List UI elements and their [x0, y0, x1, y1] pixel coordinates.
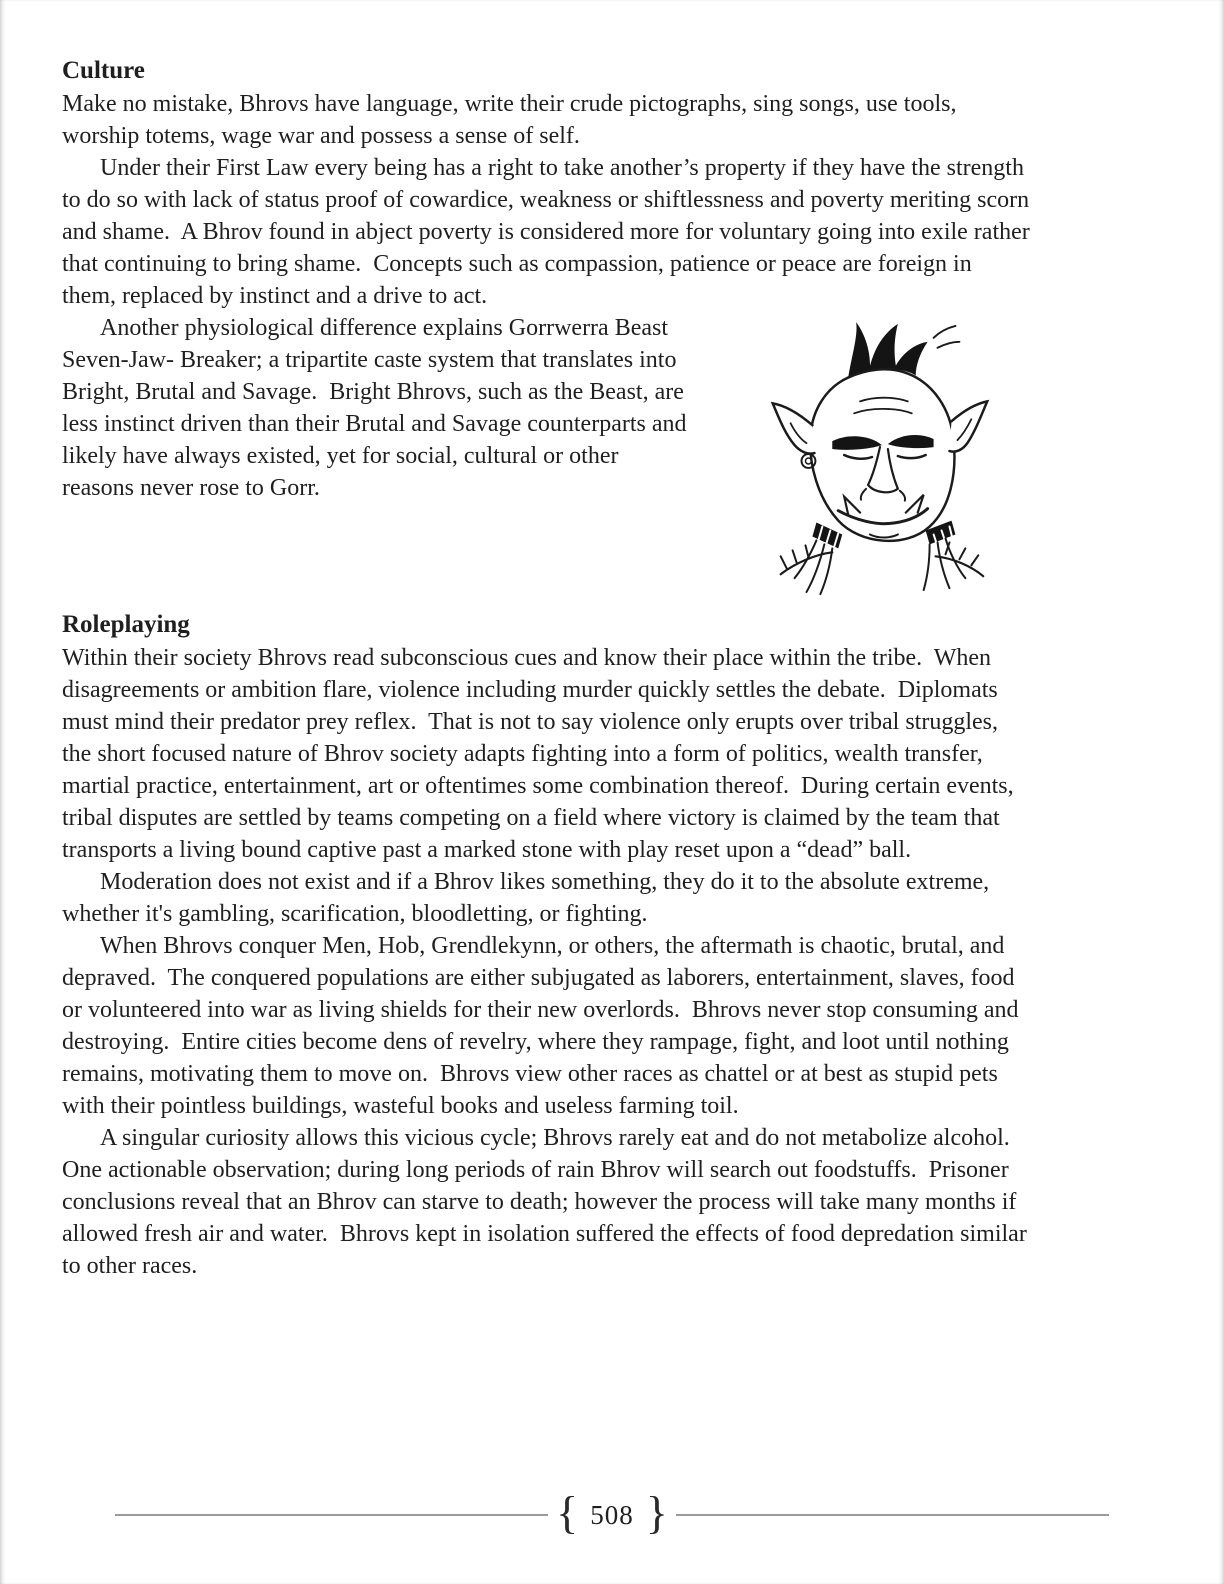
roleplaying-heading: Roleplaying: [62, 611, 190, 638]
section-roleplaying: [62, 504, 1033, 1282]
paragraph: Within their society Bhrovs read subconscious cues and know their place within the tribe. When disagreements or ambition flare, violence including murder quickly settles the debate. Diplomats must mind their predator prey reflex. That is not to say violence only erupts over tribal struggles, the short focused nature of Bhrov society adapts fighting into a form of politics, wealth transfer, martial practice, entertainment, art or oftentimes some combination thereof. During certain events, tribal disputes are settled by teams competing on a field where victory is claimed by the team that transports a living bound captive past a marked stone with play reset upon a “dead” ball.: [62, 645, 1020, 863]
page-number: 508: [590, 1499, 634, 1530]
paragraph: Moderation does not exist and if a Bhrov likes something, they do it to the absolute extreme, whether it's gambling, scarification, bloodletting, or fighting.: [62, 869, 996, 927]
bhrov-head-sketch-icon: [720, 314, 1030, 602]
paragraph: Make no mistake, Bhrovs have language, write their crude pictographs, sing songs, use tools, worship totems, wage war and possess a sense of self.: [62, 91, 963, 149]
paragraph: Another physiological difference explains Gorrwerra Beast Seven-Jaw- Breaker; a tripartite caste system that translates into Bright, Brutal and Savage. Bright Bhrovs, such as the Beast, are less instinct driven than their Brutal and Savage counterparts and likely have always existed, yet for social, cultural or other reasons never rose to Gorr.: [62, 315, 693, 501]
section-culture: [62, 54, 1036, 504]
culture-heading: Culture: [62, 57, 145, 84]
bhrov-head-illustration: [720, 314, 1030, 602]
page-footer: [0, 1487, 1224, 1538]
paragraph: Under their First Law every being has a right to take another’s property if they have the strength to do so with lack of status proof of cowardice, weakness or shiftlessness and poverty meriting scorn and shame. A Bhrov found in abject poverty is considered more for voluntary going into exile rather that continuing to bring shame. Concepts such as compassion, patience or peace are foreign in them, replaced by instinct and a drive to act.: [62, 155, 1036, 309]
paragraph: A singular curiosity allows this vicious cycle; Bhrovs rarely eat and do not metabolize alcohol. One actionable observation; during long periods of rain Bhrov will search out foodstuffs. Prisoner conclusions reveal that an Bhrov can starve to death; however the process will take many months if allowed fresh air and water. Bhrovs kept in isolation suffered the effects of food depredation similar to other races.: [62, 1125, 1033, 1279]
paragraph: When Bhrovs conquer Men, Hob, Grendlekynn, or others, the aftermath is chaotic, brutal, and depraved. The conquered populations are either subjugated as laborers, entertainment, slaves, food or volunteered into war as living shields for their new overlords. Bhrovs never stop consuming and destroying. Entire cities become dens of revelry, where they rampage, fight, and loot until nothing remains, motivating them to move on. Bhrovs view other races as chattel or at best as stupid pets with their pointless buildings, wasteful books and useless farming toil.: [62, 933, 1025, 1119]
footer-rule-right: [676, 1514, 1109, 1516]
left-brace-ornament: {: [556, 1487, 579, 1538]
right-brace-ornament: }: [645, 1487, 668, 1538]
footer-rule-left: [115, 1514, 548, 1516]
page-content: [62, 54, 1036, 1282]
